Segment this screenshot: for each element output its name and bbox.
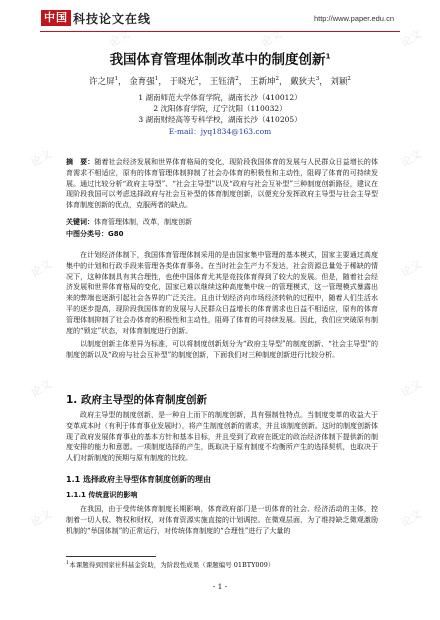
footnote-text: 本课题得到国家社科基金资助，为阶段性成果（课题编号 01BTY009） bbox=[69, 561, 275, 570]
classification-value: G80 bbox=[108, 230, 124, 238]
watermark: 论文 bbox=[258, 27, 285, 50]
author: 王钰清$^2$ bbox=[209, 76, 239, 87]
watermark: 论文 bbox=[28, 377, 55, 400]
watermark: 论文 bbox=[398, 507, 425, 530]
paper-title bbox=[0, 48, 440, 68]
author: 王新坤$^2$ bbox=[249, 76, 279, 87]
author: 许之屏$^1$ bbox=[89, 76, 119, 87]
section-body bbox=[66, 410, 378, 464]
footnote-divider bbox=[66, 556, 156, 557]
logo-main: 科技论文在线 bbox=[73, 11, 152, 26]
author-email[interactable]: E-mail：jyq1834@163.com bbox=[168, 127, 272, 136]
header-divider bbox=[40, 31, 400, 32]
site-logo[interactable] bbox=[41, 10, 151, 26]
watermark: 论文 bbox=[398, 377, 425, 400]
logo-prefix: 中国 bbox=[41, 10, 71, 26]
watermark: 论文 bbox=[106, 27, 133, 50]
abstract-label: 摘 要： bbox=[66, 158, 95, 166]
author: 刘颖$^2$ bbox=[330, 76, 351, 87]
watermark: 论文 bbox=[28, 507, 55, 530]
footnote bbox=[66, 560, 274, 569]
author: 于晓光$^2$ bbox=[169, 76, 199, 87]
keywords-label: 关键词： bbox=[66, 218, 94, 226]
watermark: 论文 bbox=[398, 27, 425, 50]
introduction bbox=[66, 250, 378, 361]
watermark: 论文 bbox=[398, 147, 425, 170]
affiliation: 3 湖南财经高等专科学校，湖南长沙（410205） bbox=[138, 115, 302, 124]
watermark: 论文 bbox=[398, 257, 425, 280]
author: 戴狄夫$^3$ bbox=[290, 76, 320, 87]
author-list: 许之屏$^1$， 金育强$^1$， 于晓光$^2$， 王钰清$^2$， 王新坤$^2$， 戴狄夫$^3$， 刘颖$^2$ bbox=[89, 76, 351, 87]
watermark: 论文 bbox=[28, 147, 55, 170]
subsection-heading: 1.1 选择政府主导型体育制度创新的理由 bbox=[66, 475, 211, 484]
journal-header bbox=[0, 0, 440, 36]
subsection-body bbox=[66, 504, 378, 536]
watermark: 论文 bbox=[28, 257, 55, 280]
section-heading: 1. 政府主导型的体育制度创新 bbox=[66, 394, 207, 406]
site-url-link[interactable]: http://www.paper.edu.cn bbox=[313, 14, 394, 23]
subsubsection-heading: 1.1.1 传统意识的影响 bbox=[66, 491, 138, 499]
page-number: - 1 - bbox=[212, 582, 228, 591]
abstract-text: 随着社会经济发展和世界体育格局的变化，现阶段我国体育的发展与人民群众日益增长的体育需求不相适应，原有的体育管理体制抑制了社会办体育的积极性和主动性，阻碍了体育的可持续发展。通过比较分析“政府主导型”、“社会主导型”以及“政府与社会互补型”三种制度创新路径，建议在现阶段我国可以考虑选择政府与社会互补型的体育制度创新，以便充分发挥政府主导型与社会主导型体育制度创新的优点，克服两者的缺点。 bbox=[66, 158, 379, 210]
title-footnote-mark: 1 bbox=[325, 52, 331, 61]
body-paragraph: 以制度创新主体差异为标准，可以将制度创新划分为“政府主导型”的制度创新、“社会主导型”的制度创新以及“政府与社会互补型”的制度创新，下面我们对三种制度创新进行比较分析。 bbox=[66, 340, 378, 360]
keywords bbox=[66, 217, 192, 227]
classification-number bbox=[66, 229, 124, 239]
keywords-text: 体育管理体制，改革，制度创新 bbox=[94, 218, 192, 226]
body-paragraph: 在计划经济体制下，我国体育管理体制采用的是由国家集中管理的基本模式，国家主要通过高度集中的计划和行政手段来管理各类体育事务。在当时社会生产力不发达，社会资源总量处于稀缺的情况下，这种体制具有其合理性，也使中国体育尤其是竞技体育得到了较大的发展。但是，随着社会经济发展和世界体育格局的变化，国家已难以继续这种高度集中统一的管理模式，这一管理模式暴露出来的弊端也逐渐引起社会各界的广泛关注。且由计划经济向市场经济转轨的过程中，随着人们生活水平的逐步提高，现阶段我国体育的发展与人民群众日益增长的体育需求也日益不相适应，原有的体育管理体制抑制了社会办体育的积极性和主动性，阻碍了体育的可持续发展。因此，我们应突破原有制度的“锁定”状态，对体育制度进行创新。 bbox=[66, 251, 378, 335]
body-paragraph: 在我国，由于受传统体育制度长期影响，体育政府部门是一切体育的社会、经济活动的主体，控制着一切人权、物权和财权，对体育资源实施直接的计划调控。在微观层面，为了维持缺乏微观激励机制的“举国体制”的正常运行，对传统体育制度的“合理性”进行了大量的 bbox=[66, 505, 378, 535]
author: 金育强$^1$ bbox=[129, 76, 159, 87]
body-paragraph: 政府主导型的制度创新，是一种自上而下的制度创新，具有强制性特点。当制度变革的收益大于变革成本时（有利于体育事业发展时），将产生制度创新的需求，并且该制度创新。这时的制度创新体现了政府发展体育事业的基本方针和基本目标，并且受到了政府在既定的政治经济体制下提供新的制度安排的能力和意愿。一项制度选择的产生，既取决于原有制度不均衡所产生的选择契机，也取决于人们对新制度的预期与原有制度的比较。 bbox=[66, 411, 378, 463]
footnote-mark: 1 bbox=[66, 560, 70, 566]
abstract bbox=[66, 157, 378, 211]
classification-label: 中图分类号： bbox=[66, 230, 108, 238]
affiliation: 1 湖南师范大学体育学院，湖南长沙（410012） bbox=[138, 93, 302, 102]
affiliation: 2 沈阳体育学院，辽宁沈阳（110032） bbox=[153, 104, 287, 113]
title-text: 我国体育管理体制改革中的制度创新 bbox=[109, 52, 326, 68]
